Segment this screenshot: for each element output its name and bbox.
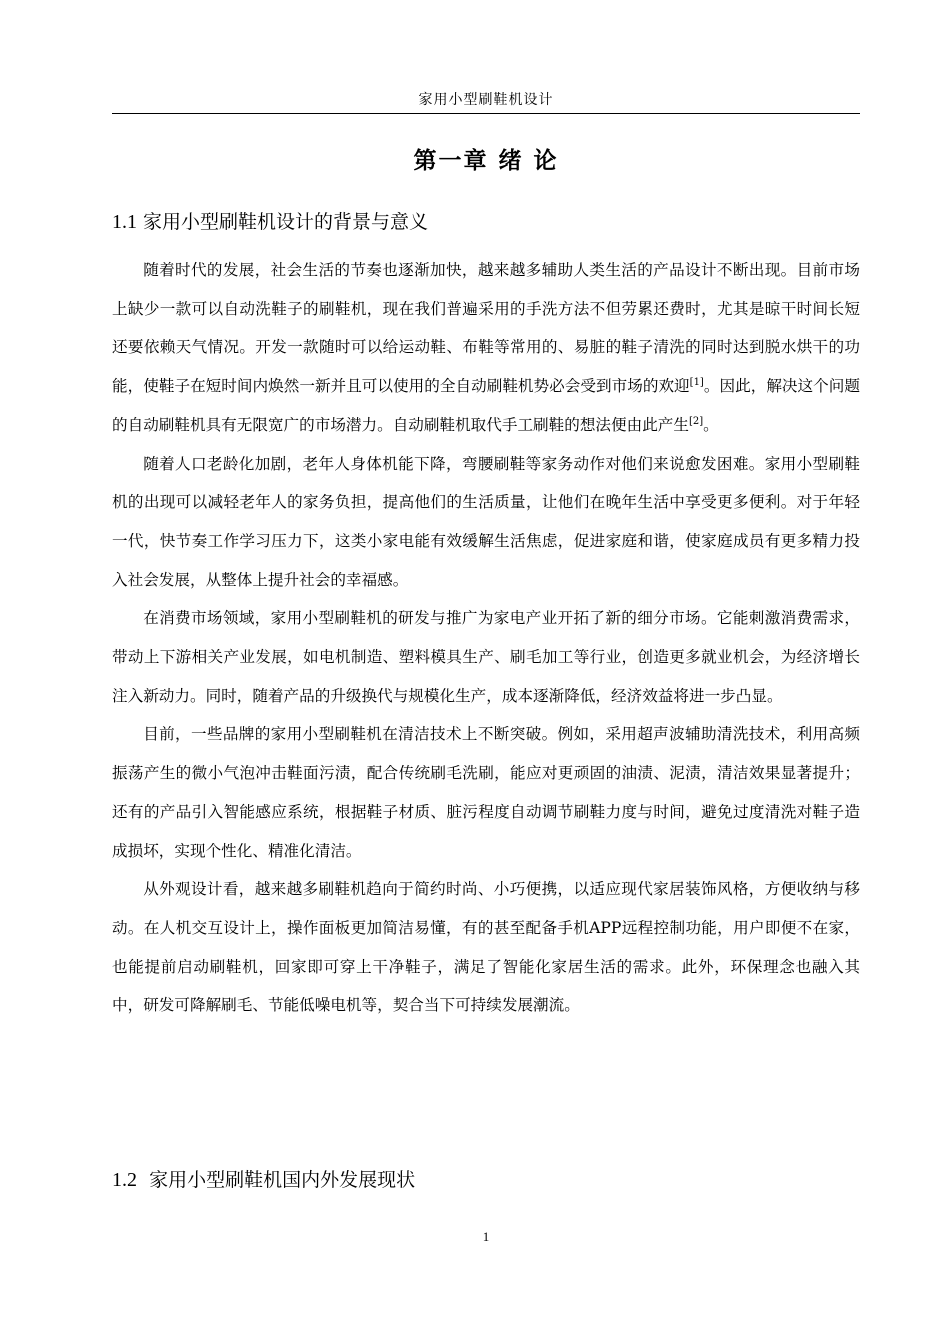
paragraph-5: 从外观设计看，越来越多刷鞋机趋向于简约时尚、小巧便携，以适应现代家居装饰风格，方便收纳与移动。在人机交互设计上，操作面板更加简洁易懂，有的甚至配备手机APP远程控制功能，用户即便不在家，也能提前启动刷鞋机，回家即可穿上干净鞋子，满足了智能化家居生活的需求。此外，环保理念也融入其中，研发可降解刷毛、节能低噪电机等，契合当下可持续发展潮流。: [112, 880, 860, 1015]
paragraph-text: 。因此，解决这个问题的自动刷鞋机具有无限宽广的市场潜力。自动刷鞋机取代手工刷鞋的想法便由此产生: [112, 377, 860, 434]
paragraph-4: 目前，一些品牌的家用小型刷鞋机在清洁技术上不断突破。例如，采用超声波辅助清洗技术，利用高频振荡产生的微小气泡冲击鞋面污渍，配合传统刷毛洗刷，能应对更顽固的油渍、泥渍，清洁效果显著提升；还有的产品引入智能感应系统，根据鞋子材质、脏污程度自动调节刷鞋力度与时间，避免过度清洗对鞋子造成损坏，实现个性化、精准化清洁。: [112, 725, 860, 860]
citation-marker: [1]: [689, 376, 704, 388]
section-number: 1.2: [112, 1169, 137, 1191]
section-heading-1-1: [112, 207, 860, 237]
chapter-title: 第一章 绪 论: [413, 148, 559, 174]
paragraph-3: 在消费市场领域，家用小型刷鞋机的研发与推广为家电产业开拓了新的细分市场。它能刺激消费需求，带动上下游相关产业发展，如电机制造、塑料模具生产、刷毛加工等行业，创造更多就业机会，为经济增长注入新动力。同时，随着产品的升级换代与规模化生产，成本逐渐降低，经济效益将进一步凸显。: [112, 609, 860, 705]
section-title-text: 家用小型刷鞋机国内外发展现状: [149, 1169, 416, 1191]
section-heading-1-2: [112, 1165, 860, 1195]
paragraph-text: 随着时代的发展，社会生活的节奏也逐渐加快，越来越多辅助人类生活的产品设计不断出现。目前市场上缺少一款可以自动洗鞋子的刷鞋机，现在我们普遍采用的手洗方法不但劳累还费时，尤其是晾干时间长短还要依赖天气情况。开发一款随时可以给运动鞋、布鞋等常用的、易脏的鞋子清洗的同时达到脱水烘干的功能，使鞋子在短时间内焕然一新并且可以使用的全自动刷鞋机势必会受到市场的欢迎: [112, 261, 860, 396]
paragraph-text: 。: [703, 415, 719, 434]
section-title-text: 家用小型刷鞋机设计的背景与意义: [143, 211, 429, 233]
page-number: 1: [482, 1229, 490, 1244]
header-divider: [112, 113, 860, 114]
paragraph-2: 随着人口老龄化加剧，老年人身体机能下降，弯腰刷鞋等家务动作对他们来说愈发困难。家用小型刷鞋机的出现可以减轻老年人的家务负担，提高他们的生活质量，让他们在晚年生活中享受更多便利。对于年轻一代，快节奏工作学习压力下，这类小家电能有效缓解生活焦虑，促进家庭和谐，使家庭成员有更多精力投入社会发展，从整体上提升社会的幸福感。: [112, 454, 860, 589]
citation-marker: [2]: [688, 415, 704, 427]
running-header: 家用小型刷鞋机设计: [418, 92, 554, 108]
section-1-1-body: [112, 251, 860, 1025]
section-number: 1.1: [112, 211, 137, 233]
paragraph-1: [112, 251, 860, 445]
